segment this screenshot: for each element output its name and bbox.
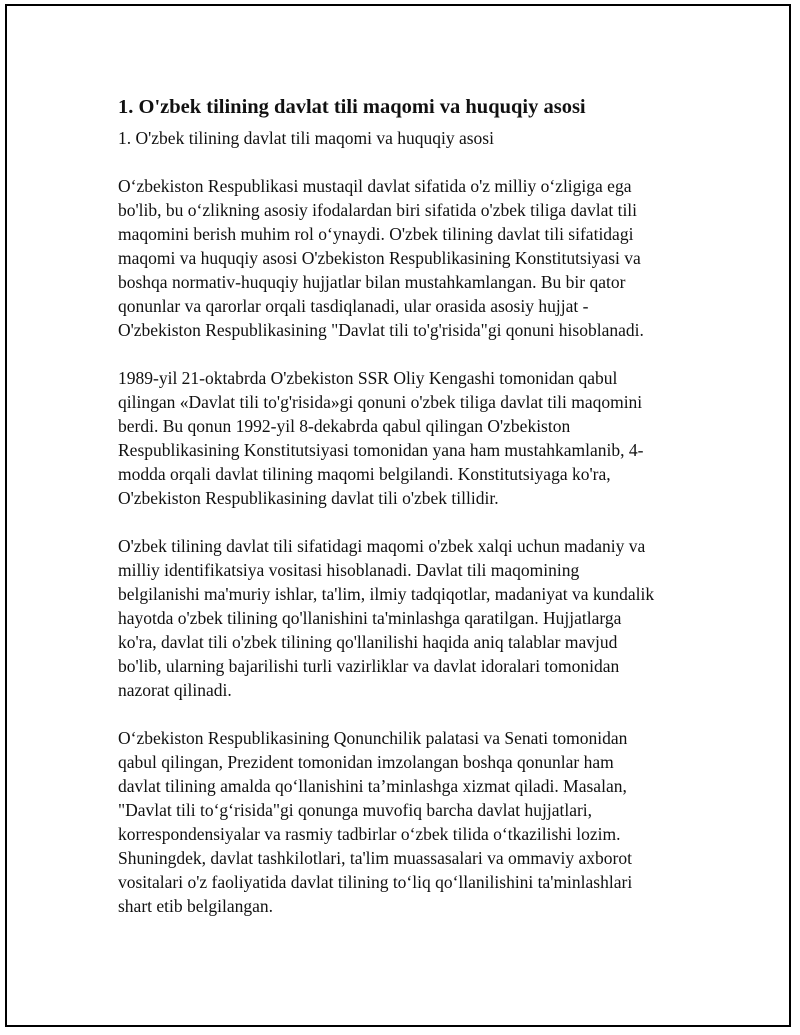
paragraph-line: ko'ra, davlat tili o'zbek tilining qo'llanilishi haqida aniq talablar mavjud bbox=[118, 632, 618, 652]
paragraph-line: qabul qilingan, Prezident tomonidan imzolangan boshqa qonunlar ham bbox=[118, 752, 614, 772]
paragraph-line: O‘zbekiston Respublikasi mustaqil davlat sifatida o'z milliy o‘zligiga ega bbox=[118, 176, 632, 196]
paragraph-1 bbox=[118, 174, 688, 342]
paragraph-line: davlat tilining amalda qo‘llanishini ta’minlashga xizmat qiladi. Masalan, bbox=[118, 776, 627, 796]
paragraph-line: 1989-yil 21-oktabrda O'zbekiston SSR Oliy Kengashi tomonidan qabul bbox=[118, 368, 618, 388]
paragraph-line: "Davlat tili to‘g‘risida"gi qonunga muvofiq barcha davlat hujjatlari, bbox=[118, 800, 593, 820]
paragraph-line: hayotda o'zbek tilining qo'llanishini ta'minlashga qaratilgan. Hujjatlarga bbox=[118, 608, 622, 628]
paragraph-line: O'zbekiston Respublikasining "Davlat tili to'g'risida"gi qonuni hisoblanadi. bbox=[118, 320, 644, 340]
paragraph-2 bbox=[118, 366, 688, 510]
paragraph-line: shart etib belgilangan. bbox=[118, 896, 274, 916]
paragraph-line: qonunlar va qarorlar orqali tasdiqlanadi, ular orasida asosiy hujjat - bbox=[118, 296, 589, 316]
paragraph-line: O'zbek tilining davlat tili sifatidagi maqomi o'zbek xalqi uchun madaniy va bbox=[118, 536, 646, 556]
paragraph-line: boshqa normativ-huquqiy hujjatlar bilan mustahkamlangan. Bu bir qator bbox=[118, 272, 626, 292]
document-heading: 1. O'zbek tilining davlat tili maqomi va huquqiy asosi bbox=[118, 96, 586, 118]
paragraph-line: Respublikasining Konstitutsiyasi tomonidan yana ham mustahkamlanib, 4- bbox=[118, 440, 644, 460]
paragraph-line: korrespondensiyalar va rasmiy tadbirlar o‘zbek tilida o‘tkazilishi lozim. bbox=[118, 824, 621, 844]
paragraph-line: Shuningdek, davlat tashkilotlari, ta'lim muassasalari va ommaviy axborot bbox=[118, 848, 632, 868]
paragraph-line: belgilanishi ma'muriy ishlar, ta'lim, ilmiy tadqiqotlar, madaniyat va kundalik bbox=[118, 584, 655, 604]
paragraph-line: vositalari o'z faoliyatida davlat tilining to‘liq qo‘llanilishini ta'minlashlari bbox=[118, 872, 633, 892]
paragraph-line: qilingan «Davlat tili to'g'risida»gi qonuni o'zbek tiliga davlat tili maqomini bbox=[118, 392, 643, 412]
paragraph-line: maqomini berish muhim rol o‘ynaydi. O'zbek tilining davlat tili sifatidagi bbox=[118, 224, 634, 244]
paragraph-line: modda orqali davlat tilining maqomi belgilandi. Konstitutsiyaga ko'ra, bbox=[118, 464, 611, 484]
paragraph-line: O‘zbekiston Respublikasining Qonunchilik palatasi va Senati tomonidan bbox=[118, 728, 628, 748]
document-body bbox=[118, 93, 688, 942]
paragraph-line: nazorat qilinadi. bbox=[118, 680, 232, 700]
paragraph-line: O'zbekiston Respublikasining davlat tili o'zbek tillidir. bbox=[118, 488, 499, 508]
paragraph-line: berdi. Bu qonun 1992-yil 8-dekabrda qabul qilingan O'zbekiston bbox=[118, 416, 571, 436]
document-subheading: 1. O'zbek tilining davlat tili maqomi va huquqiy asosi bbox=[118, 128, 494, 148]
paragraph-4 bbox=[118, 726, 688, 918]
paragraph-line: maqomi va huquqiy asosi O'zbekiston Respublikasining Konstitutsiyasi va bbox=[118, 248, 641, 268]
paragraph-line: bo'lib, bu o‘zlikning asosiy ifodalardan biri sifatida o'zbek tiliga davlat tili bbox=[118, 200, 638, 220]
paragraph-3 bbox=[118, 534, 688, 702]
paragraph-line: bo'lib, ularning bajarilishi turli vazirliklar va davlat idoralari tomonidan bbox=[118, 656, 620, 676]
paragraph-line: milliy identifikatsiya vositasi hisoblanadi. Davlat tili maqomining bbox=[118, 560, 580, 580]
